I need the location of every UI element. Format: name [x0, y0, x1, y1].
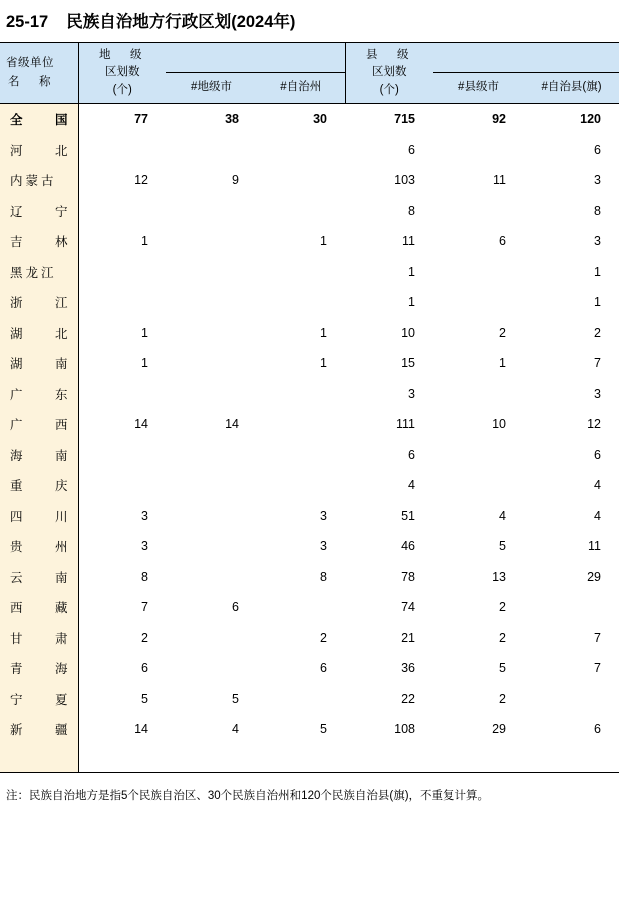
cell-value	[433, 439, 524, 470]
cell-value	[78, 378, 166, 409]
cell-value: 108	[394, 722, 415, 736]
cell-value	[166, 378, 257, 409]
row-region-name	[0, 470, 78, 501]
cell-value: 3	[141, 539, 148, 553]
spacer-cell	[78, 744, 166, 773]
table-row	[0, 592, 619, 623]
table-footer-spacer	[0, 744, 619, 773]
cell-value: 4	[594, 508, 601, 523]
cell-value: 13	[492, 569, 506, 584]
cell-value: 4	[594, 478, 601, 492]
cell-value	[78, 134, 166, 165]
cell-value: 22	[401, 691, 415, 706]
table-row	[0, 378, 619, 409]
cell-value: 11	[402, 234, 415, 248]
cell-value	[166, 561, 257, 592]
cell-value: 29	[492, 722, 506, 736]
cell-value	[433, 470, 524, 501]
cell-value	[433, 287, 524, 318]
column-header-county-city: #县级市	[433, 73, 524, 103]
cell-value: 14	[134, 417, 148, 431]
table-row	[0, 103, 619, 134]
cell-value: 14	[225, 417, 239, 431]
cell-value: 1	[408, 295, 415, 309]
region-label: 浙 江	[10, 296, 78, 310]
cell-value: 1	[408, 264, 415, 279]
cell-value: 77	[134, 112, 148, 126]
cell-value	[166, 348, 257, 379]
cell-value	[78, 439, 166, 470]
cell-value: 8	[320, 569, 327, 584]
cell-value	[257, 409, 345, 440]
row-region-name	[0, 226, 78, 257]
row-region-name	[0, 592, 78, 623]
region-label: 重 庆	[10, 479, 78, 493]
cell-value: 1	[594, 264, 601, 279]
cell-value	[166, 317, 257, 348]
cell-value: 1	[141, 325, 148, 340]
spacer-cell	[524, 744, 619, 773]
table-row	[0, 348, 619, 379]
cell-value: 6	[320, 661, 327, 675]
cell-value	[166, 531, 257, 562]
table-title: 民族自治地方行政区划(2024年)	[66, 13, 296, 31]
region-label: 新 疆	[10, 723, 78, 737]
row-region-name	[0, 714, 78, 745]
cell-value: 7	[594, 356, 601, 370]
row-region-name	[0, 561, 78, 592]
cell-value	[257, 592, 345, 623]
table-row	[0, 561, 619, 592]
cell-value	[78, 256, 166, 287]
table-row	[0, 683, 619, 714]
table-row	[0, 622, 619, 653]
cell-value: 120	[580, 112, 601, 126]
cell-value	[524, 683, 619, 714]
table-note: 注：民族自治地方是指5个民族自治区、30个民族自治州和120个民族自治县(旗)，不重复计算。	[6, 790, 490, 803]
cell-value	[257, 287, 345, 318]
cell-value: 111	[395, 417, 415, 431]
cell-value: 92	[492, 112, 506, 126]
region-label: 青 海	[10, 662, 78, 676]
cell-value	[257, 470, 345, 501]
table-header	[0, 43, 619, 104]
table-row	[0, 409, 619, 440]
cell-value: 2	[499, 691, 506, 706]
cell-value: 2	[594, 325, 601, 340]
row-region-name	[0, 531, 78, 562]
spacer-cell	[345, 744, 433, 773]
cell-value: 8	[594, 203, 601, 218]
region-label: 吉 林	[10, 235, 78, 249]
cell-value: 6	[594, 142, 601, 157]
cell-value: 1	[320, 325, 327, 340]
spacer-cell	[166, 744, 257, 773]
cell-value: 12	[587, 417, 601, 431]
cell-value: 1	[141, 356, 148, 370]
cell-value: 10	[401, 325, 415, 340]
cell-value: 2	[499, 600, 506, 614]
cell-value: 51	[401, 508, 415, 523]
cell-value: 78	[401, 569, 415, 584]
cell-value: 6	[232, 600, 239, 614]
row-region-name	[0, 653, 78, 684]
cell-value: 5	[320, 722, 327, 736]
row-region-name	[0, 409, 78, 440]
cell-value: 1	[320, 234, 327, 248]
cell-value: 6	[141, 661, 148, 675]
cell-value: 6	[408, 142, 415, 157]
spacer-cell	[433, 744, 524, 773]
table-row	[0, 226, 619, 257]
column-header-group-prefecture	[166, 43, 257, 73]
cell-value: 103	[394, 173, 415, 187]
region-header-line1: 省级单位	[6, 57, 54, 70]
region-label: 辽 宁	[10, 204, 78, 219]
page-title	[0, 0, 619, 42]
region-label: 海 南	[10, 448, 78, 463]
cell-value	[166, 653, 257, 684]
column-header-prefecture-city: #地级市	[166, 73, 257, 103]
table-body	[0, 103, 619, 773]
cell-value: 2	[141, 630, 148, 645]
row-region-name	[0, 622, 78, 653]
cell-value	[166, 439, 257, 470]
region-label: 全 国	[10, 113, 78, 127]
region-label: 广 东	[10, 387, 78, 402]
cell-value	[166, 134, 257, 165]
cell-value: 6	[408, 447, 415, 462]
region-label: 湖 北	[10, 326, 78, 341]
cell-value	[166, 256, 257, 287]
region-label: 黑龙江	[10, 265, 57, 280]
cell-value: 7	[594, 630, 601, 645]
cell-value: 8	[408, 203, 415, 218]
cell-value	[524, 592, 619, 623]
row-region-name	[0, 348, 78, 379]
table-row	[0, 500, 619, 531]
cell-value: 3	[408, 386, 415, 401]
region-label: 河 北	[10, 143, 78, 158]
cell-value: 29	[587, 569, 601, 584]
cell-value: 10	[492, 417, 506, 431]
cell-value: 2	[320, 630, 327, 645]
cell-value: 6	[499, 234, 506, 248]
cell-value: 14	[134, 722, 148, 736]
cell-value	[78, 287, 166, 318]
cell-value	[257, 683, 345, 714]
data-table	[0, 42, 619, 773]
table-number: 25-17	[6, 13, 49, 31]
cell-value: 4	[232, 722, 239, 736]
cell-value	[78, 470, 166, 501]
cell-value: 46	[401, 539, 415, 553]
cell-value: 3	[594, 234, 601, 248]
cell-value: 715	[394, 112, 415, 126]
row-region-name	[0, 378, 78, 409]
column-header-county-total: 县 级 区划数 (个)	[345, 43, 433, 104]
cell-value	[433, 378, 524, 409]
table-row	[0, 134, 619, 165]
cell-value	[433, 134, 524, 165]
cell-value: 1	[320, 356, 327, 370]
cell-value	[166, 622, 257, 653]
cell-value: 5	[499, 539, 506, 553]
cell-value: 3	[141, 508, 148, 523]
cell-value: 3	[594, 386, 601, 401]
cell-value	[257, 378, 345, 409]
cell-value: 4	[408, 478, 415, 492]
cell-value: 2	[499, 630, 506, 645]
cell-value: 12	[134, 173, 148, 187]
region-label: 四 川	[10, 509, 78, 524]
column-header-autonomous-county: #自治县(旗)	[524, 73, 619, 103]
cell-value	[257, 195, 345, 226]
cell-value: 3	[594, 173, 601, 187]
table-row	[0, 165, 619, 196]
cell-value	[257, 439, 345, 470]
cell-value	[166, 287, 257, 318]
cell-value: 1	[141, 234, 148, 248]
cell-value: 7	[594, 661, 601, 675]
cell-value	[433, 195, 524, 226]
spacer-cell	[0, 744, 78, 773]
region-label: 广 西	[10, 418, 78, 432]
column-header-region	[0, 43, 78, 104]
cell-value: 11	[588, 539, 601, 553]
cell-value	[257, 165, 345, 196]
column-header-group-county-2	[524, 43, 619, 73]
region-header-line2-wrap: 名 称	[8, 75, 55, 88]
cell-value: 5	[141, 691, 148, 706]
cell-value: 6	[594, 447, 601, 462]
row-region-name	[0, 287, 78, 318]
table-row	[0, 439, 619, 470]
row-region-name	[0, 165, 78, 196]
cell-value: 7	[141, 600, 148, 614]
cell-value	[166, 226, 257, 257]
row-region-name	[0, 134, 78, 165]
cell-value: 5	[499, 661, 506, 675]
cell-value	[78, 195, 166, 226]
cell-value: 1	[594, 295, 601, 309]
region-label: 内蒙古	[10, 174, 57, 188]
cell-value	[433, 256, 524, 287]
region-label: 云 南	[10, 570, 78, 585]
cell-value: 38	[225, 112, 239, 126]
cell-value: 11	[493, 173, 506, 187]
cell-value: 30	[313, 112, 327, 126]
cell-value: 74	[401, 600, 415, 614]
column-header-group-county	[433, 43, 524, 73]
column-header-autonomous-prefecture: #自治州	[257, 73, 345, 103]
cell-value: 3	[320, 508, 327, 523]
region-label: 贵 州	[10, 540, 78, 554]
row-region-name	[0, 317, 78, 348]
row-region-name	[0, 195, 78, 226]
region-label: 湖 南	[10, 357, 78, 371]
cell-value: 36	[401, 661, 415, 675]
table-row	[0, 195, 619, 226]
table-row	[0, 287, 619, 318]
cell-value: 15	[401, 356, 415, 370]
cell-value: 21	[401, 630, 415, 645]
cell-value	[257, 256, 345, 287]
row-region-name	[0, 439, 78, 470]
row-region-name	[0, 256, 78, 287]
region-label: 西 藏	[10, 601, 78, 615]
table-row	[0, 317, 619, 348]
column-header-prefecture-total: 地 级 区划数 (个)	[78, 43, 166, 104]
cell-value	[166, 195, 257, 226]
cell-value	[166, 470, 257, 501]
column-header-group-prefecture-2	[257, 43, 345, 73]
table-row	[0, 531, 619, 562]
row-region-name	[0, 683, 78, 714]
table-row	[0, 653, 619, 684]
cell-value: 9	[232, 173, 239, 187]
cell-value: 3	[320, 539, 327, 553]
cell-value: 1	[499, 356, 506, 370]
row-region-name	[0, 103, 78, 134]
region-label: 甘 肃	[10, 631, 78, 646]
table-row	[0, 714, 619, 745]
row-region-name	[0, 500, 78, 531]
table-row	[0, 256, 619, 287]
cell-value: 5	[232, 691, 239, 706]
cell-value: 2	[499, 325, 506, 340]
cell-value: 4	[499, 508, 506, 523]
spacer-cell	[257, 744, 345, 773]
cell-value	[166, 500, 257, 531]
cell-value: 8	[141, 569, 148, 584]
cell-value: 6	[594, 722, 601, 736]
region-label: 宁 夏	[10, 692, 78, 707]
table-row	[0, 470, 619, 501]
cell-value	[257, 134, 345, 165]
